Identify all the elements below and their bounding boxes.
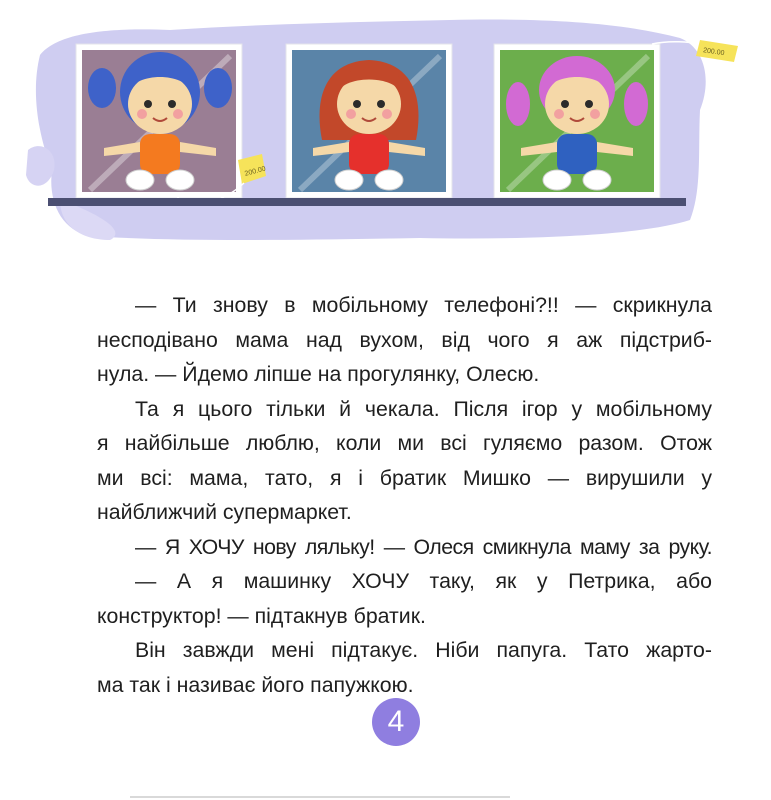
story-text [97,288,712,702]
text-line: найближчий супермаркет. [97,500,352,524]
text-line: несподівано мама над вухом, від чого я аж підстриб- [97,327,712,352]
svg-text:200.00: 200.00 [244,165,267,178]
paragraph-4 [97,564,712,633]
text-line: нула. — Йдемо ліпше на прогулянку, Олесю. [97,362,540,386]
text-line: Він завжди мені підтакує. Ніби папуга. Тато жарто- [135,638,712,662]
paragraph-2 [97,392,712,530]
text-line: конструктор! — підтакнув братик. [97,603,426,628]
text-line: я найбільше люблю, коли ми всі гуляємо разом. Отож [97,431,712,455]
shelf [48,198,686,206]
text-line: — Ти знову в мобільному телефоні?!! — скрикнула [135,293,712,317]
paragraph-5 [97,633,712,702]
page-number: 4 [372,698,420,746]
doll-frame-2 [286,44,452,198]
doll-shelf-illustration [0,0,771,260]
text-line: — Я ХОЧУ нову ляльку! — Олеся смикнула маму за руку. [135,534,712,559]
bottom-edge-line [130,796,510,798]
text-line: ми всі: мама, тато, я і братик Мишко — вирушили у [97,465,712,490]
doll-frame-1 [76,44,267,204]
text-line: ма так і називає його папужкою. [97,672,414,697]
svg-text:200.00: 200.00 [702,47,725,58]
text-line: — А я машинку ХОЧУ таку, як у Петрика, або [135,569,712,593]
paragraph-1 [97,288,712,392]
paragraph-3 [97,530,712,565]
doll-frame-3 [494,44,660,198]
text-line: Та я цього тільки й чекала. Після ігор у мобільному [135,396,712,421]
